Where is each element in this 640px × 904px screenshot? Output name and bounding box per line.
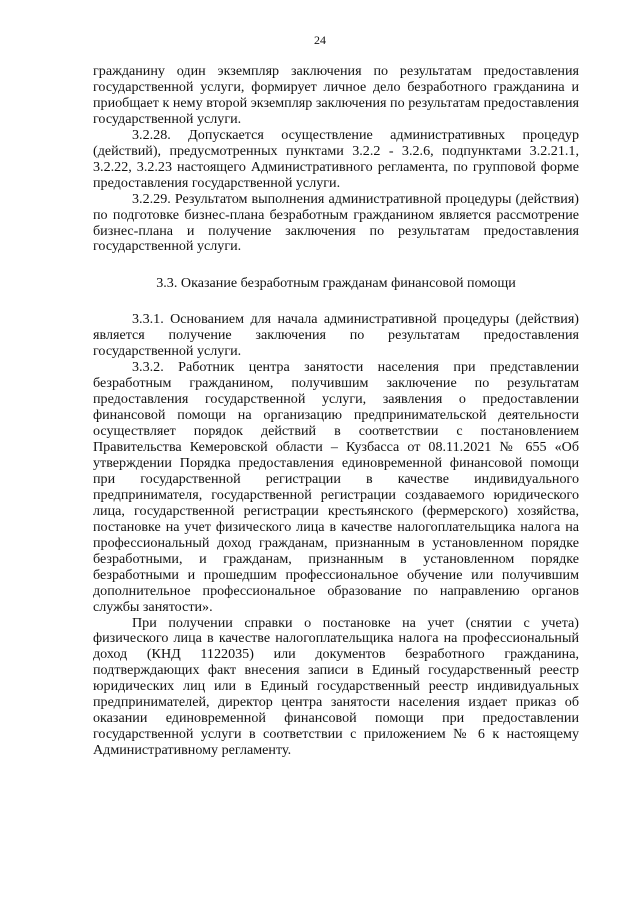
page-number: 24: [314, 33, 326, 47]
section-heading-3-3: 3.3. Оказание безработным гражданам финансовой помощи: [156, 275, 516, 292]
paragraph-continuation: гражданину один экземпляр заключения по результатам предоставления государственной услуги, формирует личное дело безработного гражданина и приобщает к нему второй экземпляр заключения по результатам предоставления государственной услуги.: [93, 63, 579, 127]
paragraph-3-2-28: 3.2.28. Допускается осуществление административных процедур (действий), предусмотренных пунктами 3.2.2 - 3.2.6, подпунктами 3.2.21.1, 3.2.22, 3.2.23 настоящего Административного регламента, по групповой форме предоставления государственной услуги.: [93, 126, 579, 191]
paragraph-3-3-2: 3.3.2. Работник центра занятости населения при представлении безработным гражданином, получившим заключение по результатам предоставления государственной услуги, заявления о предоставлении финансовой помощи на организацию предпринимательской деятельности осуществляет порядок действий в соответствии с постановлением Правительства Кемеровской области – Кузбасса от 08.11.2021 № 655 «Об утверждении Порядка предоставления единовременной финансовой помощи при государственной регистрации в качестве индивидуального предпринимателя, государственной регистрации создаваемого юридического лица, государственной регистрации крестьянского (фермерского) хозяйства, постановке на учет физического лица в качестве налогоплательщика налога на профессиональный доход гражданам, признанным в установленном порядке безработными, и гражданам, признанным в установленном порядке безработными и прошедшим профессиональное обучение или получившим дополнительное профессиональное образование по направлению органов службы занятости».: [93, 359, 579, 615]
document-body: [93, 64, 579, 759]
paragraph-certificate: При получении справки о постановке на учет (снятии с учета) физического лица в качестве налогоплательщика налога на профессиональный доход (КНД 1122035) или документов безработного гражданина, подтверждающих факт внесения записи в Единый государственный реестр юридических лиц или в Единый государственный реестр индивидуальных предпринимателей, директор центра занятости населения издает приказ об оказании единовременной финансовой помощи при предоставлении государственной услуги в соответствии с приложением № 6 к настоящему Административному регламенту.: [93, 614, 579, 759]
paragraph-3-2-29: 3.2.29. Результатом выполнения административной процедуры (действия) по подготовке бизнес-плана безработным гражданином является рассмотрение бизнес-плана и получение заключения по результатам предоставления государственной услуги.: [93, 190, 579, 255]
paragraph-3-3-1: 3.3.1. Основанием для начала административной процедуры (действия) является получение заключения по результатам предоставления государственной услуги.: [93, 311, 579, 360]
